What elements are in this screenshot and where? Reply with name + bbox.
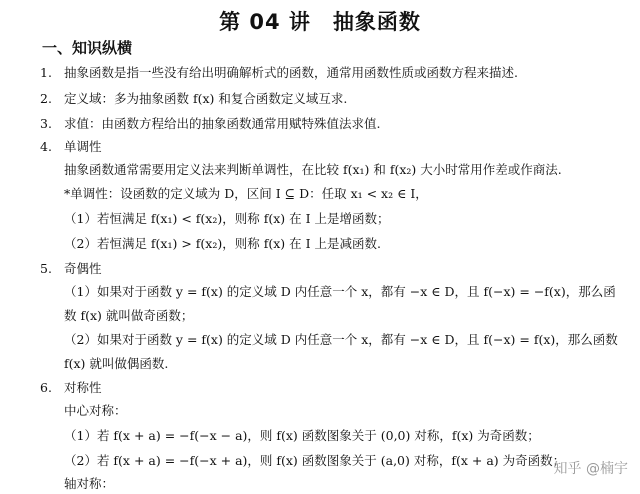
parity-line: （2）如果对于函数 y = f(x) 的定义域 D 内任意一个 x，都有 −x ∈ D，且 f(−x) = f(x)，那么函数 (64, 332, 618, 347)
parity-line: f(x) 就叫做偶函数. (64, 356, 169, 371)
monotonicity-line: 抽象函数通常需要用定义法来判断单调性，在比较 f(x₁) 和 f(x₂) 大小时常用作差或作商法. (64, 162, 562, 177)
item-heading: 奇偶性 (64, 261, 102, 276)
monotonicity-line: （2）若恒满足 f(x₁) > f(x₂)，则称 f(x) 在 I 上是减函数. (64, 236, 381, 251)
item-number: 5. (40, 261, 52, 276)
item-number: 3. (40, 116, 52, 131)
item-text: 求值：由函数方程给出的抽象函数通常用赋特殊值法求值. (64, 116, 381, 131)
item-number: 4. (40, 139, 52, 154)
item-heading: 对称性 (64, 380, 102, 395)
monotonicity-line: （1）若恒满足 f(x₁) < f(x₂)，则称 f(x) 在 I 上是增函数； (64, 211, 390, 226)
symmetry-label: 轴对称： (64, 476, 115, 491)
item-text: 抽象函数是指一些没有给出明确解析式的函数，通常用函数性质或函数方程来描述. (64, 65, 518, 80)
section-heading: 一、知识纵横 (42, 39, 133, 57)
item-number: 1. (40, 65, 52, 80)
monotonicity-line: *单调性：设函数的定义域为 D，区间 I ⊆ D：任取 x₁ < x₂ ∈ I， (64, 186, 428, 201)
item-heading: 单调性 (64, 139, 102, 154)
page-title: 第 04 讲 抽象函数 (219, 10, 421, 34)
item-number: 6. (40, 380, 52, 395)
parity-line: （1）如果对于函数 y = f(x) 的定义域 D 内任意一个 x，都有 −x ∈ D，且 f(−x) = −f(x)，那么函 (64, 284, 616, 299)
symmetry-line: （1）若 f(x + a) = −f(−x − a)，则 f(x) 函数图象关于 (0,0) 对称，f(x) 为奇函数； (64, 428, 540, 443)
symmetry-label: 中心对称： (64, 403, 127, 418)
symmetry-line: （2）若 f(x + a) = −f(−x + a)，则 f(x) 函数图象关于 (a,0) 对称，f(x + a) 为奇函数； (64, 453, 566, 468)
watermark: 知乎 @楠宇 (553, 461, 628, 477)
item-text: 定义域：多为抽象函数 f(x) 和复合函数定义域互求. (64, 91, 348, 106)
item-number: 2. (40, 91, 52, 106)
parity-line: 数 f(x) 就叫做奇函数； (64, 308, 194, 323)
